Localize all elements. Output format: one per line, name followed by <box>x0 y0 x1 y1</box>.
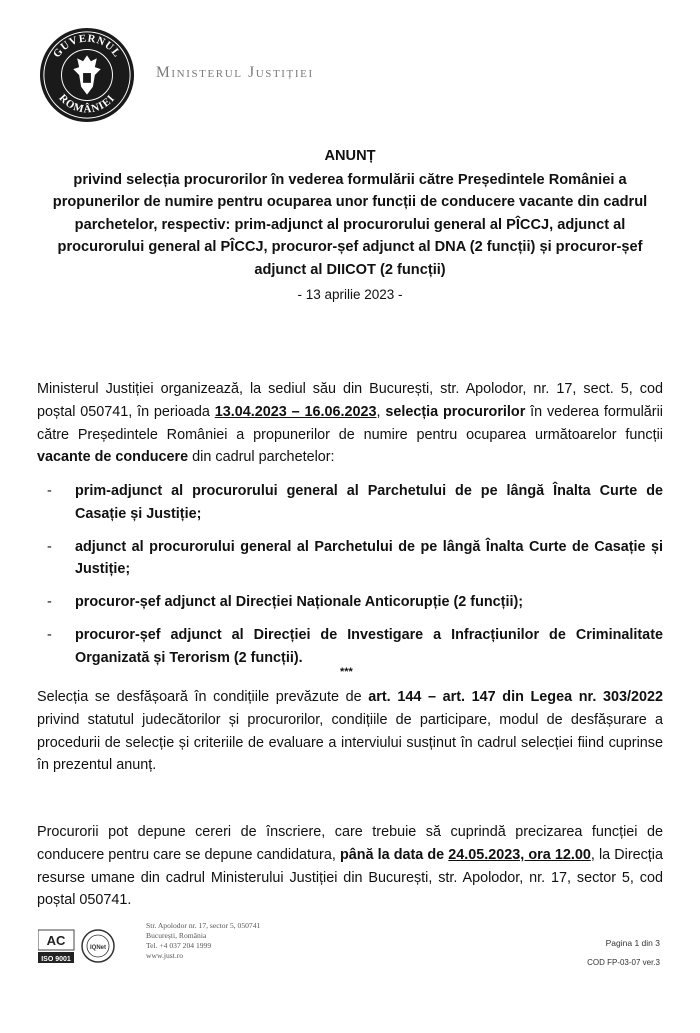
list-item-text: adjunct al procurorului general al Parchetului de pe lângă Înalta Curte de Casație și Justiție; <box>75 538 663 578</box>
positions-list <box>37 480 663 680</box>
intro-text-1: Ministerul Justiției organizează, la sediul său din București, str. Apolodor, nr. 17, sect. 5, cod poștal 050741, în perioada <box>37 381 663 420</box>
list-item <box>37 591 663 614</box>
intro-paragraph <box>37 378 663 469</box>
application-paragraph <box>37 821 663 912</box>
list-item <box>37 536 663 582</box>
conditions-text-2: privind statutul judecătorilor și procurorilor, condițiile de participare, modul de desfășurare a procedurii de selecție și criteriile de evaluare a interviului susținut în cadrul selecției fiind cuprinse în prezentul anunț. <box>37 711 663 774</box>
address-line: Str. Apolodor nr. 17, sector 5, 050741 <box>146 921 261 930</box>
application-bold: până la data de <box>339 846 445 863</box>
list-item-text: procuror-șef adjunct al Direcției de Investigare a Infracțiunilor de Criminalitate Organizată și Terorism (2 funcții). <box>75 626 663 666</box>
announcement-title <box>40 145 660 306</box>
application-deadline: 24.05.2023, ora 12.00 <box>448 846 591 863</box>
list-item <box>37 624 663 670</box>
address-line: București, România <box>146 931 207 940</box>
seal-bottom-text: ROMÂNIEI <box>56 92 118 116</box>
list-dash: - <box>47 538 52 555</box>
intro-text-4: din cadrul parchetelor: <box>188 449 335 466</box>
application-text-2: , la Direcția resurse umane din cadrul Ministerului Justiției din București, str. Apolodor, nr. 17, sector 5, cod poștal 050741. <box>37 846 664 909</box>
page-number: Pagina 1 din 3 <box>605 938 660 948</box>
cert-logo-text: AC <box>46 933 66 948</box>
list-dash: - <box>47 483 52 499</box>
document-header <box>38 26 658 122</box>
government-seal-icon <box>38 26 136 124</box>
seal-top-text: GUVERNUL <box>50 32 124 60</box>
intro-text-3: în vederea formulării către Președintele României a propunerilor de numire pentru ocuparea următoarelor funcții <box>37 403 663 443</box>
footer-address <box>146 921 260 961</box>
section-separator: *** <box>340 666 353 678</box>
intro-text-2: , <box>376 403 386 420</box>
list-dash: - <box>47 594 52 611</box>
website-link[interactable]: www.just.ro <box>146 951 184 960</box>
conditions-text-1: Selecția se desfășoară în condițiile prevăzute de <box>37 689 369 705</box>
document-code: COD FP-03-07 ver.3 <box>587 958 660 967</box>
announcement-date: - 13 aprilie 2023 - <box>297 286 403 302</box>
certification-logos-icon <box>38 916 122 966</box>
address-line: Tel. +4 037 204 1999 <box>146 941 212 950</box>
announcement-subtitle: privind selecția procurorilor în vederea formulării către Președintele României a propunerilor de numire pentru ocuparea unor funcții de conducere vacante din cadrul parchetelor, respectiv: prim-adjunct al procurorului general al PÎCCJ, adjunct al procurorului general al PÎCCJ, procuror-șef adjunct al DNA (2 funcții) și procuror-șef adjunct al DIICOT (2 funcții) <box>52 171 648 278</box>
application-text-1: Procurorii pot depune cereri de înscriere, care trebuie să cuprindă precizarea funcției de conducere pentru care se depune candidatura, <box>37 824 663 863</box>
list-item-text: prim-adjunct al procurorului general al Parchetului de pe lângă Înalta Curte de Casație și Justiție; <box>75 483 663 522</box>
iso-text: ISO 9001 <box>41 956 71 963</box>
intro-bold-2: vacante de conducere <box>37 449 189 466</box>
announcement-heading: ANUNȚ <box>324 148 376 164</box>
conditions-paragraph <box>37 686 663 777</box>
list-dash: - <box>47 626 52 643</box>
list-item <box>37 480 663 526</box>
law-reference: art. 144 – art. 147 din Legea nr. 303/2022 <box>368 689 663 705</box>
intro-bold-1: selecția procurorilor <box>385 403 526 420</box>
list-item-text: procuror-șef adjunct al Direcției Naționale Anticorupție (2 funcții); <box>75 594 524 611</box>
iqnet-text: IQNet <box>89 945 107 951</box>
ministry-name: Ministerul Justiției <box>156 64 314 81</box>
selection-period: 13.04.2023 – 16.06.2023 <box>214 403 377 420</box>
